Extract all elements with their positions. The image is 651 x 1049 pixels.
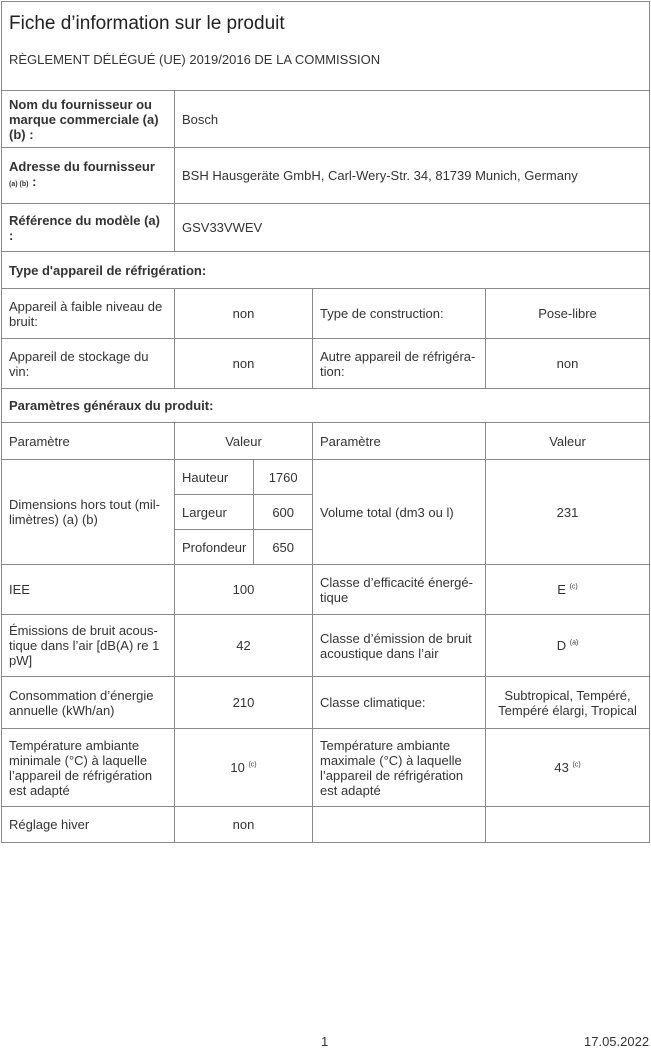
table-row	[2, 339, 650, 389]
row-label: Émissions de bruit acous-tique dans l’air [dB(A) re 1 pW]	[2, 615, 175, 677]
row-value	[486, 565, 650, 615]
row-label: Température ambiante minimale (°C) à laquelle l’appareil de réfrigération est adapté	[2, 729, 175, 807]
table-row	[2, 729, 650, 807]
value-text: 100	[232, 582, 255, 597]
colon: :	[32, 174, 37, 189]
value-text: Subtropical, Tempéré, Tempéré élargi, Tropical	[498, 687, 637, 718]
row-label: IEE	[2, 565, 175, 615]
supplier-name-label: Nom du fournisseur ou marque commerciale (a) (b) :	[2, 91, 175, 148]
column-header: Paramètre	[2, 423, 175, 460]
volume-value: 231	[486, 460, 650, 565]
value-text: 42	[236, 638, 251, 653]
dimension-name: Hauteur	[175, 460, 254, 495]
row-label: Consommation d’énergie annuelle (kWh/an)	[2, 677, 175, 729]
dimensions-row	[2, 460, 650, 565]
dimensions-table	[175, 460, 312, 564]
footnote-marker: (c)	[569, 583, 578, 591]
footnote-marker: (a) (b)	[9, 181, 29, 188]
volume-label: Volume total (dm3 ou l)	[313, 460, 486, 565]
params-section-heading: Paramètres généraux du produit:	[2, 389, 650, 423]
footnote-marker: (c)	[572, 761, 581, 769]
table-row	[2, 807, 650, 843]
value-text: 10	[230, 760, 245, 775]
column-header: Valeur	[486, 423, 650, 460]
row-value	[175, 677, 313, 729]
table-row	[2, 615, 650, 677]
table-row	[2, 289, 650, 339]
value-text: 43	[554, 760, 569, 775]
dimension-value: 600	[254, 495, 312, 530]
dimensions-cell	[175, 460, 313, 565]
dimension-value: 1760	[254, 460, 312, 495]
model-reference-label: Référence du modèle (a) :	[2, 204, 175, 252]
footnote-marker: (a)	[569, 639, 579, 647]
row-value: non	[175, 807, 313, 843]
supplier-address-value: BSH Hausgeräte GmbH, Carl-Wery-Str. 34, 81739 Munich, Germany	[175, 148, 650, 204]
type-section-heading: Type d'appareil de réfrigération:	[2, 252, 650, 289]
row-value: non	[486, 339, 650, 389]
dimension-name: Largeur	[175, 495, 254, 530]
row-value: non	[175, 339, 313, 389]
row-label: Classe climatique:	[313, 677, 486, 729]
row-value	[486, 807, 650, 843]
row-value: Pose-libre	[486, 289, 650, 339]
row-label: Température ambiante maximale (°C) à laquelle l’appareil de réfrigération est adapté	[313, 729, 486, 807]
document-date: 17.05.2022	[584, 1034, 650, 1049]
row-label: Classe d’efficacité énergé-tique	[313, 565, 486, 615]
value-text: D	[556, 638, 567, 653]
row-value	[175, 615, 313, 677]
row-label: Classe d’émission de bruit acoustique dans l’air	[313, 615, 486, 677]
model-reference-value: GSV33VWEV	[175, 204, 650, 252]
value-text: 210	[232, 695, 255, 710]
row-label: Type de construction:	[313, 289, 486, 339]
row-label: Appareil de stockage du vin:	[2, 339, 175, 389]
regulation-reference: RÈGLEMENT DÉLÉGUÉ (UE) 2019/2016 DE LA COMMISSION	[9, 52, 381, 67]
supplier-address-label-text: Adresse du fournisseur	[9, 159, 155, 174]
row-value	[175, 565, 313, 615]
column-header: Paramètre	[313, 423, 486, 460]
dimensions-label: Dimensions hors tout (mil-limètres) (a) (b)	[2, 460, 175, 565]
row-label: Réglage hiver	[2, 807, 175, 843]
value-text: E	[557, 582, 566, 597]
column-header: Valeur	[175, 423, 313, 460]
row-label	[313, 807, 486, 843]
table-row	[2, 565, 650, 615]
row-value: non	[175, 289, 313, 339]
supplier-name-value: Bosch	[175, 91, 650, 148]
row-value	[486, 615, 650, 677]
row-label: Autre appareil de réfrigéra-tion:	[313, 339, 486, 389]
row-label: Appareil à faible niveau de bruit:	[2, 289, 175, 339]
row-value	[175, 729, 313, 807]
header-cell	[2, 2, 650, 91]
footnote-marker: (c)	[248, 761, 257, 769]
table-row	[2, 677, 650, 729]
dimension-value: 650	[254, 530, 312, 565]
row-value	[486, 677, 650, 729]
supplier-address-label	[2, 148, 175, 204]
document-title: Fiche d’information sur le produit	[9, 13, 285, 34]
page-number: 1	[321, 1034, 329, 1049]
product-information-sheet	[1, 1, 650, 843]
column-header-row	[2, 423, 650, 460]
row-value	[486, 729, 650, 807]
dimension-name: Profondeur	[175, 530, 254, 565]
